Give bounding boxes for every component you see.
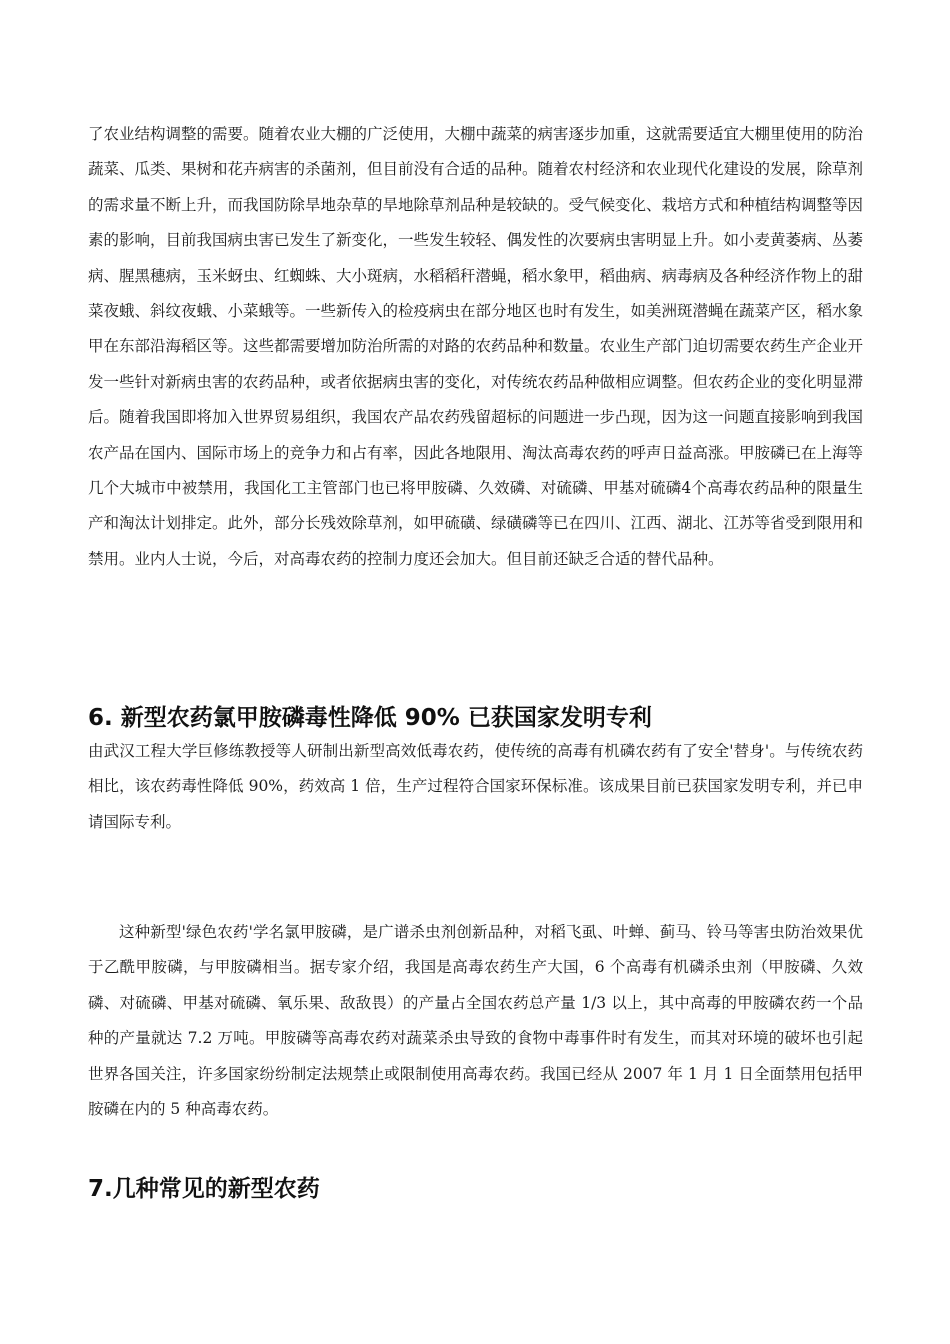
body-paragraph: 由武汉工程大学巨修练教授等人研制出新型高效低毒农药，使传统的高毒有机磷农药有了安全'替身'。与传统农药相比，该农药毒性降低 90%，药效高 1 倍，生产过程符合国家环保标准。该成果目前已获国家发明专利，并已申请国际专利。 — [88, 742, 863, 831]
section-heading-7: 7.几种常见的新型农药 — [88, 1176, 320, 1202]
body-paragraph: 了农业结构调整的需要。随着农业大棚的广泛使用，大棚中蔬菜的病害逐步加重，这就需要适宜大棚里使用的防治蔬菜、瓜类、果树和花卉病害的杀菌剂，但目前没有合适的品种。随着农村经济和农业现代化建设的发展，除草剂的需求量不断上升，而我国防除旱地杂草的旱地除草剂品种是较缺的。受气候变化、栽培方式和种植结构调整等因素的影响，目前我国病虫害已发生了新变化，一些发生较轻、偶发性的次要病虫害明显上升。如小麦黄萎病、丛萎病、腥黑穗病，玉米蚜虫、红蜘蛛、大小斑病，水稻稻秆潜蝇，稻水象甲，稻曲病、病毒病及各种经济作物上的甜菜夜蛾、斜纹夜蛾、小菜蛾等。一些新传入的检疫病虫在部分地区也时有发生，如美洲斑潜蝇在蔬菜产区，稻水象甲在东部沿海稻区等。这些都需要增加防治所需的对路的农药品种和数量。农业生产部门迫切需要农药生产企业开发一些针对新病虫害的农药品种，或者依据病虫害的变化，对传统农药品种做相应调整。但农药企业的变化明显滞后。随着我国即将加入世界贸易组织，我国农产品农药残留超标的问题进一步凸现，因为这一问题直接影响到我国农产品在国内、国际市场上的竞争力和占有率，因此各地限用、淘汰高毒农药的呼声日益高涨。甲胺磷已在上海等几个大城市中被禁用，我国化工主管部门也已将甲胺磷、久效磷、对硫磷、甲基对硫磷4个高毒农药品种的限量生产和淘汰计划排定。此外，部分长残效除草剂，如甲硫磺、绿磺磷等已在四川、江西、湖北、江苏等省受到限用和禁用。业内人士说，今后，对高毒农药的控制力度还会加大。但目前还缺乏合适的替代品种。 — [88, 125, 864, 568]
body-paragraph: 这种新型'绿色农药'学名氯甲胺磷，是广谱杀虫剂创新品种，对稻飞虱、叶蝉、蓟马、铃马等害虫防治效果优于乙酰甲胺磷，与甲胺磷相当。据专家介绍，我国是高毒农药生产大国，6 个高毒有机磷杀虫剂（甲胺磷、久效磷、对硫磷、甲基对硫磷、氧乐果、敌敌畏）的产量占全国农药总产量 1/3 以上，其中高毒的甲胺磷农药一个品种的产量就达 7.2 万吨。甲胺磷等高毒农药对蔬菜杀虫导致的食物中毒事件时有发生，而其对环境的破坏也引起世界各国关注，许多国家纷纷制定法规禁止或限制使用高毒农药。我国已经从 2007 年 1 月 1 日全面禁用包括甲胺磷在内的 5 种高毒农药。 — [88, 923, 863, 1119]
section-heading-6: 6. 新型农药氯甲胺磷毒性降低 90% 已获国家发明专利 — [88, 705, 652, 731]
